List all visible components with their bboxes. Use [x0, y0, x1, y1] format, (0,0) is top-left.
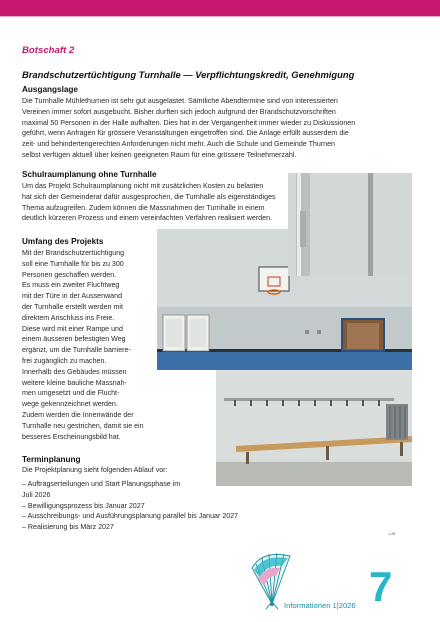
text-line: frei zugänglich zu machen. [22, 356, 107, 365]
footer-issue: Informationen 1|2026 [284, 601, 356, 610]
paragraph-schulraumplanung [22, 181, 276, 224]
article-kicker: Botschaft 2 [22, 45, 75, 56]
text-line: Thema aufzugreifen. Zudem können die Massnahmen der Turnhalle in einem [22, 203, 265, 212]
text-line: wege gekennzeichnet werden. [22, 400, 118, 409]
page-number: 7 [369, 563, 393, 610]
text-line: men umgesetzt und die Flucht- [22, 389, 120, 398]
heading-terminplanung: Terminplanung [22, 455, 81, 464]
text-line: hat sich der Gemeinderat dafür ausgesprochen, die Turnhalle als eigenständiges [22, 192, 276, 201]
text-line: mit der Türe in der Aussenwand [22, 292, 123, 301]
text-line: besseres Erscheinungsbild hat. [22, 432, 121, 441]
text-line: selbst verfügen aktuell über keinen geeigneten Raum für eine grössere Teilnehmerzahl. [22, 150, 297, 159]
termin-intro: Die Projektplanung sieht folgenden Ablauf vor: [22, 466, 168, 474]
photo-credit: -LIB [388, 531, 396, 536]
text-line: Zudem werden die Innenwände der [22, 410, 134, 419]
article-title: Brandschutzertüchtigung Turnhalle — Verpflichtungskredit, Genehmigung [22, 69, 355, 80]
text-line: Um das Projekt Schulraumplanung nicht mit zusätzlichen Kosten zu belasten [22, 182, 264, 190]
text-line: Turnhalle neu gestrichen, damit sie ein [22, 421, 144, 430]
paragraph-ausgangslage [22, 96, 355, 161]
text-line: geführt, wenn Anfragen für grössere Veranstaltungen eingetroffen sind. Die Anlage erfüllt ausserdem die [22, 129, 349, 138]
photo-bench-hooks [216, 370, 412, 486]
text-line: deutlich kürzeren Prozess und einem vereinfachten Verfahren realisiert werden. [22, 214, 272, 223]
text-line: Die Turnhalle Mühlethurnen ist sehr gut ausgelastet. Sämtliche Abendtermine sind von interessierten [22, 97, 338, 105]
text-line: direktem Anschluss ins Freie. [22, 313, 115, 322]
heading-schulraumplanung: Schulraumplanung ohne Turnhalle [22, 170, 157, 179]
photo-wall-column [288, 173, 412, 276]
timeline-item: – Realisierung bis März 2027 [22, 523, 114, 532]
text-line: Mit der Brandschutzertüchtigung [22, 249, 125, 257]
text-line: Es muss ein zweiter Fluchtweg [22, 281, 120, 290]
text-line: ergänzt, um die Turnhalle barriere- [22, 346, 131, 355]
timeline-item: – Auftragserteilungen und Start Planungsphase im [22, 480, 181, 488]
timeline-item: Juli 2026 [22, 490, 51, 499]
top-brand-line [0, 16, 440, 17]
timeline-item: – Bewilligungsprozess bis Januar 2027 [22, 501, 145, 510]
text-line: soll eine Turnhalle für bis zu 300 [22, 259, 124, 268]
text-line: Personen geschaffen werden. [22, 270, 117, 279]
timeline-list [22, 479, 238, 533]
text-line: Innerhalb des Gebäudes müssen [22, 367, 127, 376]
timeline-item: – Ausschreibungs- und Ausführungsplanung parallel bis Januar 2027 [22, 512, 239, 521]
heading-umfang: Umfang des Projekts [22, 237, 104, 246]
paragraph-umfang [22, 248, 144, 442]
text-line: der Turnhalle erstellt werden mit [22, 302, 123, 311]
text-line: zeit- und behindertengerechten Anforderungen nicht mehr. Auch die Schule und Gemeinde Thurnen [22, 140, 335, 149]
text-line: einem äusseren befestigten Weg [22, 335, 126, 344]
text-line: weitere kleine bauliche Massnah- [22, 378, 127, 387]
text-line: Diese wird mit einer Rampe und [22, 324, 123, 333]
text-line: maximal 50 Personen in der Halle aufhalten. Dies hat in der Vergangenheit immer wieder zu Diskussionen [22, 118, 356, 127]
top-brand-bar [0, 0, 440, 16]
heading-ausgangslage: Ausgangslage [22, 85, 78, 94]
text-line: Vereinen immer sofort ausgebucht. Bisher durften sich jedoch aufgrund der Brandschutzvorschriften [22, 107, 336, 116]
